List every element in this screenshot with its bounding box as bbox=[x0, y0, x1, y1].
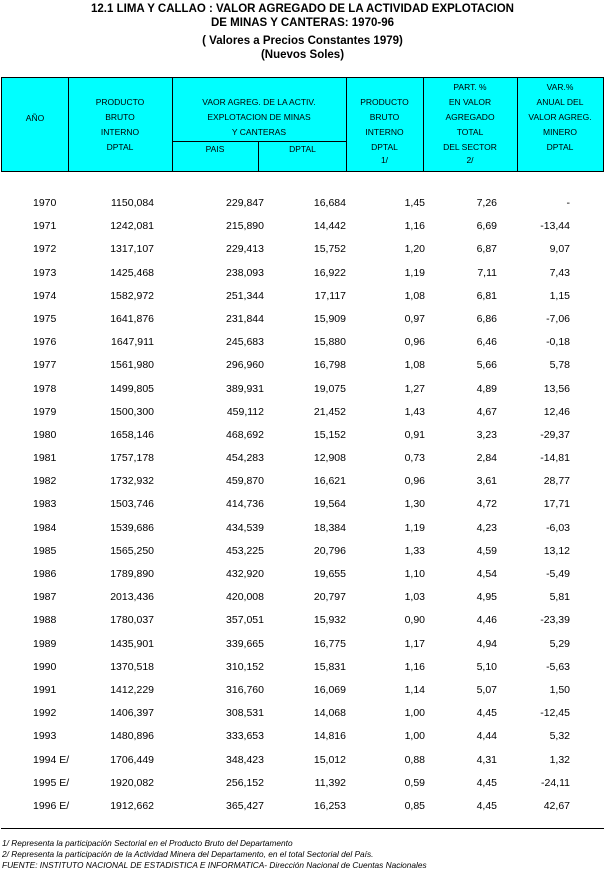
cell-year: 1978 bbox=[33, 382, 57, 395]
cell-part: 4,45 bbox=[476, 776, 497, 789]
cell-var: -24,11 bbox=[541, 776, 570, 789]
cell-dptal: 14,068 bbox=[313, 707, 346, 720]
cell-pais: 348,423 bbox=[226, 753, 264, 766]
cell-part: 3,23 bbox=[476, 428, 497, 441]
cell-part: 4,67 bbox=[476, 405, 497, 418]
cell-part: 4,46 bbox=[476, 614, 497, 627]
cell-dptal: 15,831 bbox=[313, 660, 346, 673]
cell-year: 1982 bbox=[33, 475, 57, 488]
cell-pbi: 1150,084 bbox=[110, 197, 154, 209]
cell-pbi: 1317,107 bbox=[110, 243, 154, 256]
cell-part: 4,89 bbox=[476, 382, 497, 395]
cell-year: 1973 bbox=[33, 266, 57, 279]
cell-pais: 229,847 bbox=[226, 197, 264, 209]
cell-year: 1980 bbox=[33, 428, 57, 441]
header-var-anual: VAR.% ANUAL DEL VALOR AGREG. MINERO DPTAL bbox=[528, 82, 592, 152]
cell-pbi: 1412,229 bbox=[110, 683, 154, 696]
page-title-line2: DE MINAS Y CANTERAS: 1970-96 bbox=[211, 17, 394, 29]
cell-pbi2: 1,16 bbox=[404, 660, 425, 673]
cell-var: 5,81 bbox=[549, 591, 570, 604]
cell-dptal: 15,909 bbox=[313, 312, 346, 325]
cell-var: 28,77 bbox=[543, 475, 570, 488]
header-year: AÑO bbox=[25, 113, 45, 123]
footnotes bbox=[2, 838, 427, 871]
cell-var: 1,32 bbox=[549, 753, 570, 766]
table-row bbox=[0, 335, 605, 358]
cell-var: -23,39 bbox=[540, 614, 570, 627]
cell-pbi: 1582,972 bbox=[110, 289, 154, 302]
cell-year: 1979 bbox=[33, 405, 57, 418]
header-pbi-participacion: PRODUCTO BRUTO INTERNO DPTAL 1/ bbox=[360, 97, 409, 165]
table-row bbox=[0, 567, 605, 590]
cell-pais: 333,653 bbox=[226, 730, 264, 743]
cell-pais: 308,531 bbox=[226, 707, 264, 720]
cell-part: 4,72 bbox=[476, 498, 497, 511]
cell-year: 1992 bbox=[33, 707, 57, 720]
header-pais: PAIS bbox=[205, 144, 225, 154]
cell-dptal: 17,117 bbox=[314, 289, 346, 302]
bottom-rule bbox=[1, 828, 604, 829]
cell-year: 1986 bbox=[33, 568, 57, 580]
cell-part: 7,11 bbox=[477, 266, 497, 279]
cell-pbi2: 0,96 bbox=[404, 475, 425, 488]
cell-var: 1,15 bbox=[549, 289, 570, 302]
cell-dptal: 15,012 bbox=[313, 753, 346, 766]
cell-part: 3,61 bbox=[476, 475, 497, 488]
table-row bbox=[0, 660, 605, 683]
cell-var: 5,78 bbox=[549, 359, 570, 372]
table-row bbox=[0, 497, 605, 520]
cell-year: 1976 bbox=[33, 336, 57, 349]
cell-pais: 365,427 bbox=[226, 799, 264, 812]
cell-dptal: 19,564 bbox=[313, 498, 346, 511]
cell-part: 4,45 bbox=[476, 799, 497, 812]
cell-year: 1970 bbox=[33, 197, 57, 209]
footnote-2: 2/ Representa la participación de la Actividad Minera del Departamento, en el total Sectorial del País. bbox=[2, 849, 374, 859]
cell-year: 1988 bbox=[33, 614, 57, 627]
cell-year: 1990 bbox=[33, 660, 57, 673]
cell-pbi: 1920,082 bbox=[110, 776, 154, 789]
cell-dptal: 16,621 bbox=[313, 475, 346, 488]
cell-dptal: 15,932 bbox=[313, 614, 346, 627]
cell-pais: 256,152 bbox=[226, 776, 264, 789]
cell-dptal: 16,253 bbox=[313, 799, 346, 812]
cell-pbi: 1500,300 bbox=[110, 405, 154, 418]
cell-dptal: 18,384 bbox=[313, 521, 346, 534]
cell-dptal: 11,392 bbox=[314, 776, 346, 789]
cell-pbi: 1370,518 bbox=[110, 660, 154, 673]
cell-year: 1994 E/ bbox=[33, 753, 70, 766]
table-row bbox=[0, 451, 605, 474]
cell-pbi2: 0,91 bbox=[404, 428, 425, 441]
cell-pais: 296,960 bbox=[226, 359, 264, 372]
table-row bbox=[0, 590, 605, 613]
cell-pbi2: 1,17 bbox=[404, 637, 425, 650]
cell-year: 1991 bbox=[33, 683, 57, 696]
cell-pbi: 1406,397 bbox=[110, 707, 154, 720]
cell-pbi2: 1,14 bbox=[404, 683, 425, 696]
cell-dptal: 16,069 bbox=[313, 683, 346, 696]
table-row bbox=[0, 266, 605, 289]
cell-pais: 357,051 bbox=[226, 614, 264, 627]
cell-dptal: 14,816 bbox=[313, 730, 346, 743]
cell-part: 4,54 bbox=[476, 568, 497, 580]
page-title: 12.1 LIMA Y CALLAO : VALOR AGREGADO DE LA ACTIVIDAD EXPLOTACION bbox=[91, 3, 514, 15]
table-row bbox=[0, 358, 605, 381]
cell-pbi: 1647,911 bbox=[110, 336, 154, 349]
cell-dptal: 16,922 bbox=[313, 266, 346, 279]
table-body bbox=[0, 196, 605, 822]
cell-pais: 459,870 bbox=[226, 475, 264, 488]
cell-pbi2: 1,00 bbox=[404, 730, 425, 743]
table-header bbox=[1, 77, 604, 172]
table-row bbox=[0, 799, 605, 822]
cell-year: 1995 E/ bbox=[33, 776, 70, 789]
table-row bbox=[0, 776, 605, 799]
cell-pbi2: 1,45 bbox=[404, 197, 425, 209]
cell-var: -0,18 bbox=[546, 336, 570, 349]
cell-pbi2: 1,03 bbox=[404, 591, 425, 604]
cell-pbi2: 1,08 bbox=[404, 359, 425, 372]
cell-pais: 215,890 bbox=[226, 220, 264, 233]
cell-pbi: 1789,890 bbox=[110, 568, 154, 580]
cell-var: 5,32 bbox=[549, 730, 570, 743]
cell-var: -5,63 bbox=[546, 660, 570, 673]
cell-pbi2: 1,10 bbox=[404, 568, 425, 580]
cell-part: 6,87 bbox=[476, 243, 497, 256]
cell-part: 2,84 bbox=[476, 452, 497, 465]
cell-dptal: 19,075 bbox=[313, 382, 346, 395]
table-row bbox=[0, 196, 605, 219]
cell-var: 42,67 bbox=[543, 799, 570, 812]
cell-pbi: 1561,980 bbox=[110, 359, 154, 372]
cell-pbi: 1242,081 bbox=[110, 220, 154, 233]
cell-var: -6,03 bbox=[546, 521, 570, 534]
table-row bbox=[0, 683, 605, 706]
cell-pais: 389,931 bbox=[226, 382, 264, 395]
header-valor-agregado: VAOR AGREG. DE LA ACTIV. EXPLOTACION DE MINAS Y CANTERAS bbox=[202, 97, 316, 137]
cell-part: 4,45 bbox=[476, 707, 497, 720]
header-pbi: PRODUCTO BRUTO INTERNO DPTAL bbox=[95, 97, 145, 152]
cell-pbi2: 0,97 bbox=[404, 312, 425, 325]
footnote-1: 1/ Representa la participación Sectorial en el Producto Bruto del Departamento bbox=[2, 838, 293, 848]
cell-pbi: 1499,805 bbox=[110, 382, 154, 395]
cell-pbi2: 1,20 bbox=[404, 243, 425, 256]
cell-pbi2: 1,30 bbox=[404, 498, 425, 511]
cell-pbi: 2013,436 bbox=[110, 591, 154, 604]
cell-pbi: 1780,037 bbox=[110, 614, 154, 627]
page-units: (Nuevos Soles) bbox=[260, 49, 345, 61]
cell-pbi: 1435,901 bbox=[110, 637, 154, 650]
cell-dptal: 15,752 bbox=[313, 243, 346, 256]
table-row bbox=[0, 613, 605, 636]
cell-year: 1993 bbox=[33, 730, 57, 743]
cell-pais: 432,920 bbox=[226, 568, 264, 580]
table-row bbox=[0, 544, 605, 567]
cell-pbi: 1658,146 bbox=[110, 428, 154, 441]
cell-part: 5,66 bbox=[476, 359, 497, 372]
header-dptal: DPTAL bbox=[289, 144, 316, 154]
cell-pbi2: 1,19 bbox=[404, 521, 425, 534]
cell-dptal: 12,908 bbox=[313, 452, 346, 465]
cell-part: 5,07 bbox=[476, 683, 497, 696]
cell-pbi2: 1,43 bbox=[404, 405, 425, 418]
cell-dptal: 14,442 bbox=[313, 220, 346, 233]
cell-pbi2: 0,88 bbox=[404, 753, 425, 766]
table-row bbox=[0, 289, 605, 312]
cell-pbi2: 0,90 bbox=[404, 614, 425, 627]
cell-pais: 231,844 bbox=[226, 312, 264, 325]
cell-dptal: 20,796 bbox=[313, 544, 346, 557]
cell-pais: 420,008 bbox=[226, 591, 264, 604]
cell-dptal: 16,775 bbox=[313, 637, 346, 650]
cell-var: 13,12 bbox=[543, 544, 570, 557]
table-row bbox=[0, 382, 605, 405]
cell-pais: 454,283 bbox=[226, 452, 264, 465]
cell-var: 5,29 bbox=[549, 637, 570, 650]
cell-year: 1975 bbox=[33, 312, 57, 325]
cell-var: 7,43 bbox=[549, 266, 570, 279]
cell-part: 6,86 bbox=[476, 312, 497, 325]
cell-year: 1996 E/ bbox=[33, 799, 70, 812]
cell-dptal: 15,152 bbox=[313, 428, 346, 441]
source-note: FUENTE: INSTITUTO NACIONAL DE ESTADISTICA E INFORMATICA- Dirección Nacional de Cuentas Nacionales bbox=[2, 860, 427, 870]
cell-dptal: 21,452 bbox=[313, 405, 346, 418]
cell-year: 1984 bbox=[33, 521, 57, 534]
cell-pais: 414,736 bbox=[226, 498, 264, 511]
cell-year: 1989 bbox=[33, 637, 57, 650]
table-row bbox=[0, 312, 605, 335]
cell-pbi: 1539,686 bbox=[110, 521, 154, 534]
cell-var: -29,37 bbox=[540, 428, 570, 441]
table-row bbox=[0, 521, 605, 544]
cell-pbi2: 0,85 bbox=[404, 799, 425, 812]
cell-dptal: 16,684 bbox=[313, 197, 346, 209]
cell-part: 6,81 bbox=[476, 289, 497, 302]
cell-year: 1972 bbox=[33, 243, 57, 256]
cell-part: 7,26 bbox=[476, 197, 497, 209]
cell-pais: 245,683 bbox=[226, 336, 264, 349]
cell-pais: 238,093 bbox=[226, 266, 264, 279]
table-row bbox=[0, 753, 605, 776]
table-row bbox=[0, 405, 605, 428]
cell-pais: 459,112 bbox=[226, 405, 264, 418]
cell-part: 4,23 bbox=[476, 521, 497, 534]
cell-pbi: 1480,896 bbox=[110, 730, 154, 743]
cell-var: - bbox=[566, 197, 570, 209]
cell-year: 1981 bbox=[33, 452, 57, 465]
cell-part: 4,59 bbox=[476, 544, 497, 557]
cell-pbi2: 1,00 bbox=[404, 707, 425, 720]
cell-dptal: 15,880 bbox=[313, 336, 346, 349]
cell-year: 1985 bbox=[33, 544, 57, 557]
cell-pbi2: 0,96 bbox=[404, 336, 425, 349]
cell-var: -7,06 bbox=[546, 312, 570, 325]
cell-year: 1974 bbox=[33, 289, 57, 302]
cell-pbi2: 1,16 bbox=[404, 220, 425, 233]
cell-pais: 339,665 bbox=[226, 637, 264, 650]
cell-pbi2: 1,08 bbox=[404, 289, 425, 302]
cell-var: -13,44 bbox=[540, 220, 570, 233]
page-subtitle: ( Valores a Precios Constantes 1979) bbox=[202, 35, 403, 47]
cell-pbi2: 0,59 bbox=[404, 776, 425, 789]
cell-pais: 453,225 bbox=[226, 544, 264, 557]
cell-pais: 229,413 bbox=[226, 243, 264, 256]
cell-pais: 310,152 bbox=[226, 660, 264, 673]
cell-part: 4,44 bbox=[476, 730, 497, 743]
cell-pbi: 1732,932 bbox=[110, 475, 154, 488]
cell-pbi2: 1,19 bbox=[404, 266, 425, 279]
table-row bbox=[0, 242, 605, 265]
table-row bbox=[0, 474, 605, 497]
cell-var: 17,71 bbox=[543, 498, 570, 511]
cell-part: 5,10 bbox=[476, 660, 497, 673]
cell-pbi2: 0,73 bbox=[404, 452, 425, 465]
cell-var: -12,45 bbox=[540, 707, 570, 720]
cell-pais: 468,692 bbox=[226, 428, 264, 441]
header-part-sector: PART. % EN VALOR AGREGADO TOTAL DEL SECTOR 2/ bbox=[443, 82, 497, 165]
table-row bbox=[0, 219, 605, 242]
cell-pais: 316,760 bbox=[226, 683, 264, 696]
cell-var: -14,81 bbox=[540, 452, 570, 465]
cell-pbi: 1565,250 bbox=[110, 544, 154, 557]
table-row bbox=[0, 428, 605, 451]
cell-pbi: 1641,876 bbox=[110, 312, 154, 325]
cell-pbi: 1912,662 bbox=[110, 799, 154, 812]
cell-part: 4,95 bbox=[476, 591, 497, 604]
table-row bbox=[0, 706, 605, 729]
cell-year: 1977 bbox=[33, 359, 57, 372]
cell-pais: 434,539 bbox=[226, 521, 264, 534]
cell-part: 6,69 bbox=[476, 220, 497, 233]
cell-part: 4,94 bbox=[476, 637, 497, 650]
cell-dptal: 16,798 bbox=[313, 359, 346, 372]
cell-var: 12,46 bbox=[543, 405, 570, 418]
cell-var: 13,56 bbox=[543, 382, 570, 395]
cell-pbi: 1503,746 bbox=[110, 498, 154, 511]
cell-pbi2: 1,27 bbox=[404, 382, 425, 395]
cell-part: 4,31 bbox=[476, 753, 497, 766]
table-row bbox=[0, 637, 605, 660]
cell-dptal: 20,797 bbox=[313, 591, 346, 604]
cell-var: 9,07 bbox=[549, 243, 570, 256]
cell-year: 1971 bbox=[33, 220, 57, 233]
cell-pbi2: 1,33 bbox=[404, 544, 425, 557]
cell-dptal: 19,655 bbox=[313, 568, 346, 580]
cell-pbi: 1757,178 bbox=[110, 452, 154, 465]
cell-var: 1,50 bbox=[549, 683, 570, 696]
cell-year: 1983 bbox=[33, 498, 57, 511]
cell-pais: 251,344 bbox=[226, 289, 264, 302]
cell-var: -5,49 bbox=[546, 568, 570, 580]
table-row bbox=[0, 729, 605, 752]
cell-year: 1987 bbox=[33, 591, 57, 604]
cell-pbi: 1425,468 bbox=[110, 266, 154, 279]
cell-pbi: 1706,449 bbox=[110, 753, 154, 766]
cell-part: 6,46 bbox=[476, 336, 497, 349]
